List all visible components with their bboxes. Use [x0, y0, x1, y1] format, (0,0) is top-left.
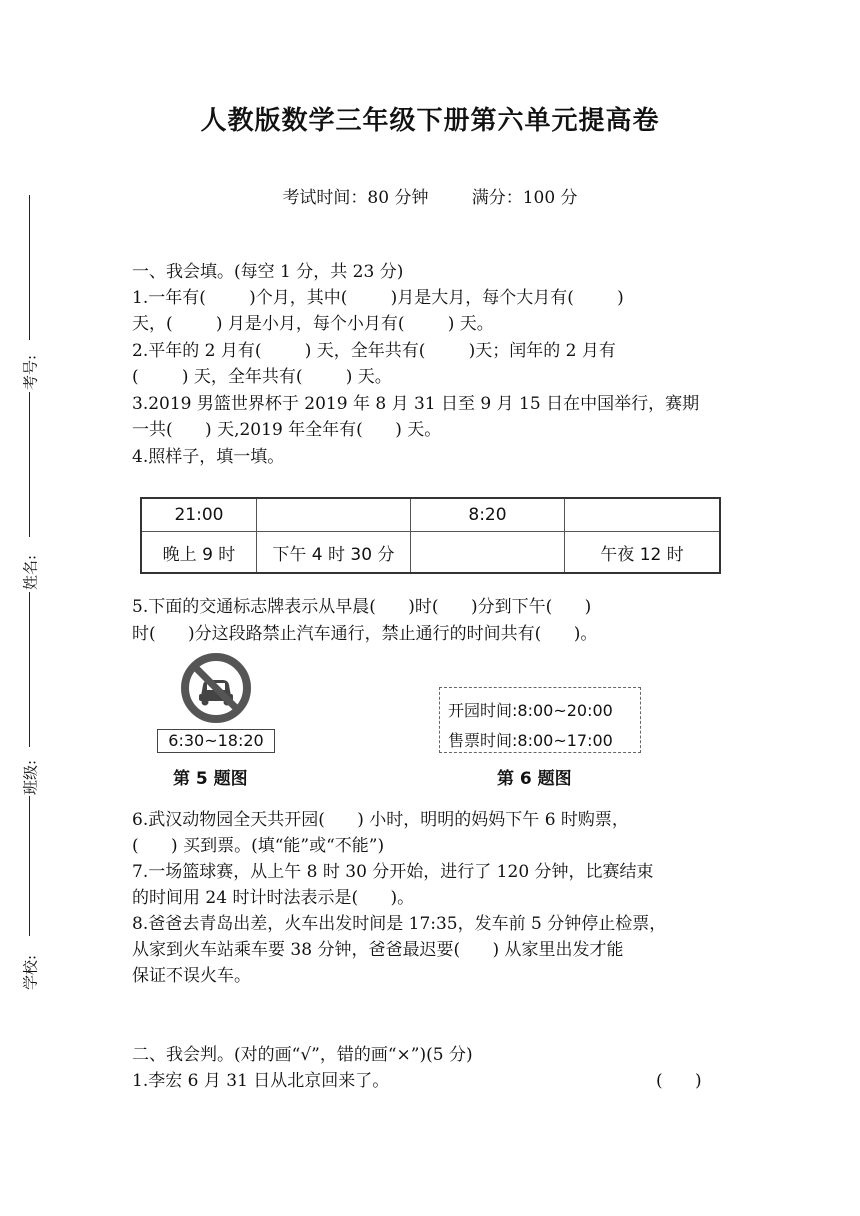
table-cell: 下午 4 时 30 分	[256, 532, 410, 573]
figure5-caption: 第 5 题图	[173, 769, 248, 789]
table-row	[141, 498, 720, 532]
margin-line	[29, 796, 30, 936]
table-row	[141, 532, 720, 573]
question-line: 5.下面的交通标志牌表示从早晨( )时( )分到下午( )	[132, 597, 592, 617]
table-cell: 晚上 9 时	[141, 532, 256, 573]
name-label: 姓名:	[21, 554, 40, 591]
opening-hours: 开园时间:8:00~20:00	[448, 701, 613, 720]
question-line: 6.武汉动物园全天共开园( ) 小时，明明的妈妈下午 6 时购票，	[132, 810, 629, 830]
table-cell: 21:00	[141, 498, 256, 532]
question-line: 8.爸爸去青岛出差，火车出发时间是 17:35，发车前 5 分钟停止检票，	[132, 914, 667, 934]
question-line: 4.照样子，填一填。	[132, 447, 285, 467]
time-conversion-table	[140, 497, 721, 574]
figure6-caption: 第 6 题图	[497, 769, 572, 789]
question-line: 1.李宏 6 月 31 日从北京回来了。	[132, 1071, 390, 1091]
table-cell: 午夜 12 时	[565, 532, 720, 573]
question-line: 1.一年有( )个月，其中( )月是大月，每个大月有( )	[132, 288, 624, 308]
question-line: 3.2019 男篮世界杯于 2019 年 8 月 31 日至 9 月 15 日在中国举行，赛期	[132, 394, 700, 414]
question-line: 的时间用 24 时计时法表示是( )。	[132, 888, 415, 908]
margin-line	[29, 195, 30, 340]
margin-line	[29, 592, 30, 747]
table-cell	[410, 532, 564, 573]
question-line: 7.一场篮球赛，从上午 8 时 30 分开始，进行了 120 分钟，比赛结束	[132, 862, 654, 882]
question-line: 2.平年的 2 月有( ) 天，全年共有( )天；闰年的 2 月有	[132, 341, 616, 361]
table-cell: 8:20	[410, 498, 564, 532]
table-cell	[565, 498, 720, 532]
no-car-sign-icon	[180, 652, 252, 724]
ticket-hours: 售票时间:8:00~17:00	[448, 731, 613, 750]
section2-heading: 二、我会判。(对的画“√”，错的画“×”)(5 分)	[132, 1045, 473, 1065]
section1-heading: 一、我会填。(每空 1 分，共 23 分)	[132, 262, 404, 282]
class-label: 班级:	[21, 759, 40, 796]
page-title: 人教版数学三年级下册第六单元提高卷	[200, 106, 660, 136]
question-line: ( ) 买到票。(填“能”或“不能”)	[132, 836, 385, 856]
question-line: ( ) 天，全年共有( ) 天。	[132, 367, 392, 387]
question-line: 时( )分这段路禁止汽车通行，禁止通行的时间共有( )。	[132, 624, 598, 644]
zoo-hours-box	[439, 687, 641, 753]
question-line: 从家到火车站乘车要 38 分钟，爸爸最迟要( ) 从家里出发才能	[132, 940, 624, 960]
exam-number-label: 考号:	[21, 354, 40, 391]
question-line: 保证不误火车。	[132, 966, 251, 986]
question-line: 天，( ) 月是小月，每个小月有( ) 天。	[132, 314, 494, 334]
margin-line	[29, 392, 30, 537]
table-cell	[256, 498, 410, 532]
question-line: 一共( ) 天,2019 年全年有( ) 天。	[132, 420, 442, 440]
school-label: 学校:	[21, 954, 40, 991]
exam-info: 考试时间：80 分钟 满分：100 分	[282, 188, 578, 208]
sign-time-range: 6:30~18:20	[157, 729, 275, 753]
answer-blank: ( )	[656, 1071, 702, 1091]
